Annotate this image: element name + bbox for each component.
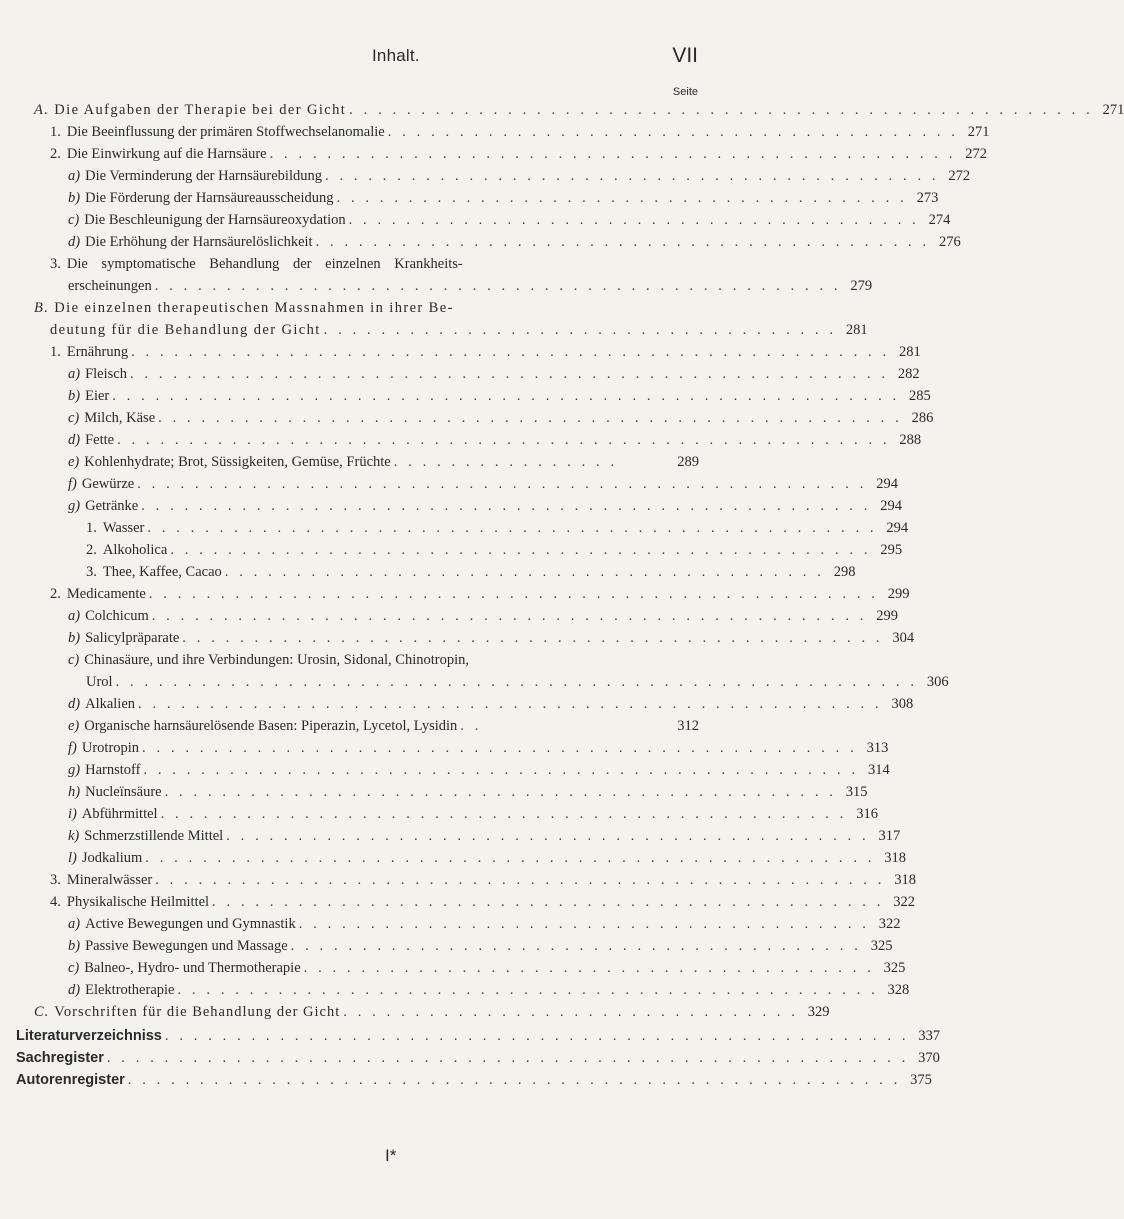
toc-entry-continuation[interactable] — [50, 319, 868, 341]
entry-page-number: 279 — [850, 278, 873, 294]
entry-page-number: 274 — [928, 212, 951, 228]
entry-page-number: 285 — [909, 388, 931, 404]
entry-title: Organische harnsäurelösende Basen: Piperazin, Lycetol, Lysidin — [84, 718, 458, 734]
entry-page-number: 299 — [887, 586, 910, 602]
entry-page-number: 294 — [876, 476, 898, 492]
entry-title: Passive Bewegungen und Massage — [85, 938, 288, 954]
leader-dots: . . . . . . . . . . . . . . . . . . . . . . . . . . . . . . . . . . . . . . . . . . . . . . . . — [154, 278, 842, 294]
entry-page-number: 272 — [948, 168, 971, 184]
toc-entry[interactable] — [68, 407, 934, 429]
toc-entry[interactable] — [68, 363, 920, 385]
leader-dots: . . . . . . . . . . . . . . . . . . . . . . . . . . . . . . . . . . . . . . . . . . . . . . . . . . . . — [158, 410, 903, 426]
toc-entry[interactable] — [68, 649, 699, 671]
running-head-page-number: VII — [672, 44, 698, 67]
entry-letter: a) — [68, 916, 81, 932]
leader-dots: . . . . . . . . . . . . . . . . . . . . . . . . . . . . . . . . . . . . . . . . . . . . . . . . — [269, 146, 956, 162]
entry-number: 1. — [50, 124, 61, 140]
entry-letter: b) — [68, 190, 81, 206]
entry-title: Elektrotherapie — [85, 982, 175, 998]
entry-page-number: 281 — [845, 322, 868, 338]
leader-dots: . . . . . . . . . . . . . . . . — [393, 454, 618, 470]
entry-title: Getränke — [85, 498, 139, 514]
toc-entry-sachregister[interactable] — [16, 1047, 940, 1069]
entry-letter: a) — [68, 168, 81, 184]
entry-page-number: 282 — [897, 366, 920, 382]
toc-entry[interactable] — [68, 781, 868, 803]
entry-page-number: 317 — [878, 828, 901, 844]
toc-entry-section-b[interactable] — [34, 297, 699, 319]
entry-page-number: 313 — [866, 740, 889, 756]
entry-letter: c) — [68, 960, 80, 976]
entry-page-number: 322 — [893, 894, 915, 910]
toc-entry[interactable] — [68, 715, 699, 737]
entry-title: Harnstoff — [85, 762, 141, 778]
signature-mark: I* — [385, 1146, 397, 1165]
entry-page-number: 298 — [833, 564, 856, 580]
entry-letter: c) — [68, 410, 80, 426]
leader-dots: . . . . . . . . . . . . . . . . . . . . . . . . . . . . . . . . . . . . . . . . . . . . . . . . . . — [142, 740, 858, 756]
entry-page-number: 294 — [886, 520, 909, 536]
leader-dots: . . . . . . . . . . . . . . . . . . . . . . . . . . . . . . . . . . . . . . . . — [298, 916, 870, 932]
entry-page-number: 288 — [899, 432, 922, 448]
entry-page-number: 318 — [894, 872, 916, 888]
entry-letter: d) — [68, 696, 81, 712]
entry-letter: g) — [68, 498, 81, 514]
toc-entry[interactable] — [68, 979, 910, 1001]
toc-entry[interactable] — [68, 935, 893, 957]
entry-page-number: 276 — [938, 234, 961, 250]
entry-title: Medicamente — [66, 586, 146, 602]
entry-title: Nucleïnsäure — [85, 784, 162, 800]
toc-entry[interactable] — [68, 913, 901, 935]
entry-title: Abführmittel — [81, 806, 158, 822]
toc-entry[interactable] — [86, 561, 856, 583]
entry-title: Die Aufgaben der Therapie bei der Gicht — [54, 102, 347, 118]
leader-dots: . . . . . . . . . . . . . . . . . . . . . . . . . . . . . . . . . . . . . . . . . . . . . . . . . . . . . . — [117, 432, 891, 448]
entry-title-continuation: erscheinungen — [68, 278, 152, 294]
toc-entry[interactable] — [50, 143, 987, 165]
entry-title-continuation: Urol — [86, 674, 113, 690]
entry-number: 3. — [86, 564, 97, 580]
leader-dots: . . . . . . . . . . . . . . . . . . . . . . . . . . . . . . . . . . . . . . . . . . . . . . . . . . . . . . — [127, 1072, 901, 1088]
entry-number: 3. — [50, 256, 61, 272]
entry-letter: a) — [68, 366, 81, 382]
entry-page-number: 370 — [918, 1050, 940, 1066]
entry-page-number: 312 — [677, 718, 699, 734]
entry-title: Colchicum — [85, 608, 149, 624]
entry-title: Chinasäure, und ihre Verbindungen: Urosin, Sidonal, Chinotropin, — [84, 652, 470, 668]
entry-page-number: 271 — [1102, 102, 1124, 118]
entry-number: 2. — [50, 586, 61, 602]
leader-dots: . . . . . . . . . . . . . . . . . . . . . . . . . . . . . . . . . . . . . . . . . . . . . . . . . . — [151, 608, 868, 624]
leader-dots: . . . . . . . . . . . . . . . . . . . . . . . . . . . . . . . . . . . . . . . . . . . . . . . — [164, 784, 837, 800]
toc-entry[interactable] — [68, 737, 889, 759]
entry-letter: e) — [68, 718, 80, 734]
entry-page-number: 329 — [807, 1004, 830, 1020]
toc-entry[interactable] — [68, 847, 907, 869]
entry-number: 1. — [86, 520, 97, 536]
toc-entry[interactable] — [68, 803, 878, 825]
toc-entry[interactable] — [68, 209, 951, 231]
entry-page-number: 308 — [891, 696, 914, 712]
entry-letter: f) — [68, 740, 77, 756]
page-column-heading: Seite — [672, 86, 698, 98]
toc-entry[interactable] — [68, 495, 902, 517]
entry-page-number: 271 — [967, 124, 990, 140]
toc-entry[interactable] — [86, 517, 909, 539]
leader-dots: . . . . . . . . . . . . . . . . . . . . . . . . . . . . . . . . . . . . . . . . . . — [224, 564, 825, 580]
toc-entry[interactable] — [68, 473, 898, 495]
toc-entry[interactable] — [68, 759, 890, 781]
entry-title: Die Verminderung der Harnsäurebildung — [85, 168, 322, 184]
leader-dots: . . . . . . . . . . . . . . . . . . . . . . . . . . . . . . . . . . . . . . . . . . . . . . . . . . . . . . . . — [106, 1050, 909, 1066]
entry-letter: g) — [68, 762, 81, 778]
entry-title: Balneo-, Hydro- und Thermotherapie — [84, 960, 301, 976]
entry-title: Literaturverzeichniss — [16, 1028, 162, 1044]
entry-letter: e) — [68, 454, 80, 470]
entry-number: 3. — [50, 872, 61, 888]
toc-entry-autorenregister[interactable] — [16, 1069, 932, 1091]
entry-page-number: 281 — [898, 344, 921, 360]
leader-dots: . . . . . . . . . . . . . . . . . . . . . . . . . . . . . . . . . . . . . . . . — [290, 938, 862, 954]
entry-letter: k) — [68, 828, 80, 844]
entry-letter: a) — [68, 608, 81, 624]
entry-letter: A. — [34, 102, 50, 118]
entry-page-number: 315 — [845, 784, 868, 800]
entry-title: Gewürze — [81, 476, 135, 492]
entry-page-number: 289 — [677, 454, 699, 470]
entry-title: Eier — [85, 388, 110, 404]
running-head-title: Inhalt. — [372, 46, 420, 65]
toc-entry[interactable] — [68, 605, 899, 627]
leader-dots: . . . . . . . . . . . . . . . . . . . . . . . . . . . . . . . . . . . . . . . . . . . . . . . . . . . — [148, 586, 879, 602]
leader-dots: . . . . . . . . . . . . . . . . . . . . . . . . . . . . . . . . . . . . . . . . — [303, 960, 875, 976]
leader-dots: . . . . . . . . . . . . . . . . . . . . . . . . . . . . . . . . . . . . . . . . . . . . . . . — [212, 894, 884, 910]
toc-entry-section-a[interactable] — [34, 99, 1124, 121]
entry-page-number: 318 — [884, 850, 907, 866]
entry-page-number: 322 — [878, 916, 901, 932]
entry-title: Vorschriften für die Behandlung der Gicht — [54, 1004, 341, 1020]
leader-dots: . . . . . . . . . . . . . . . . . . . . . . . . . . . . . . . . . . . . . . . . . . . — [315, 234, 930, 250]
entry-page-number: 306 — [926, 674, 949, 690]
toc-entry-continuation[interactable] — [86, 671, 949, 693]
entry-title: Active Bewegungen und Gymnastik — [85, 916, 296, 932]
entry-title: Autorenregister — [16, 1072, 125, 1088]
entry-letter: f) — [68, 476, 77, 492]
leader-dots: . . . . . . . . . . . . . . . . . . . . . . . . . . . . . . . . . . . . . . . . — [348, 212, 920, 228]
entry-title: Physikalische Heilmittel — [66, 894, 210, 910]
running-head — [0, 44, 800, 70]
entry-page-number: 337 — [918, 1028, 941, 1044]
entry-page-number: 272 — [965, 146, 987, 162]
leader-dots: . . . . . . . . . . . . . . . . . . . . . . . . . . . . . . . . . . . . . . . . . . . . . . . . . — [182, 630, 884, 646]
toc-entry[interactable] — [50, 583, 910, 605]
entry-letter: b) — [68, 630, 81, 646]
entry-page-number: 375 — [910, 1072, 932, 1088]
toc-entry[interactable] — [68, 231, 961, 253]
leader-dots: . . . . . . . . . . . . . . . . . . . . . . . . . . . . . . . . . . . . . . . . . . . . . . . . . . . — [147, 520, 878, 536]
entry-number: 2. — [86, 542, 97, 558]
leader-dots: . . . . . . . . . . . . . . . . . . . . . . . . . . . . . . . . . . . . . . . . . . . . . . . . . . . . . . . — [112, 388, 900, 404]
entry-page-number: 316 — [856, 806, 878, 822]
entry-letter: b) — [68, 388, 81, 404]
toc-entry[interactable] — [68, 693, 914, 715]
entry-letter: d) — [68, 982, 81, 998]
leader-dots: . . . . . . . . . . . . . . . . . . . . . . . . . . . . . . . . . . . . . . . . . . . . . . . . . . . . — [138, 696, 883, 712]
leader-dots: . . . . . . . . . . . . . . . . . . . . . . . . . . . . . . . . . . . . . . . . . . . . . . . . . . . — [145, 850, 876, 866]
entry-title: Alkoholica — [102, 542, 168, 558]
leader-dots: . . . . . . . . . . . . . . . . . . . . . . . . . . . . . . . . . . . . . . . . . . . . . . . . . . . . . — [131, 344, 890, 360]
toc-entry[interactable] — [68, 429, 922, 451]
leader-dots: . . . . . . . . . . . . . . . . . . . . . . . . . . . . . . . . . . . . — [323, 322, 837, 338]
leader-dots: . . . . . . . . . . . . . . . . . . . . . . . . . . . . . . . . . . . . . . . . . . . — [325, 168, 940, 184]
leader-dots: . . . . . . . . . . . . . . . . . . . . . . . . . . . . . . . . . . . . . . . . . . . . . . . . . . . . — [349, 102, 1094, 118]
toc-entry-continuation[interactable] — [68, 275, 873, 297]
entry-title: Alkalien — [85, 696, 136, 712]
entry-title: Ernährung — [66, 344, 129, 360]
entry-page-number: 299 — [876, 608, 899, 624]
leader-dots: . . . . . . . . . . . . . . . . . . . . . . . . . . . . . . . . . . . . . . . . — [336, 190, 908, 206]
entry-title: Fette — [85, 432, 115, 448]
entry-page-number: 304 — [892, 630, 915, 646]
entry-title: Wasser — [102, 520, 145, 536]
toc-entry[interactable] — [68, 385, 931, 407]
entry-title-continuation: deutung für die Behandlung der Gicht — [50, 322, 321, 338]
toc-entry[interactable] — [50, 253, 699, 275]
leader-dots: . . . . . . . . . . . . . . . . . . . . . . . . . . . . . . . . . . . . . . . . . . . . . . . . . . — [143, 762, 859, 778]
leader-dots: . . . . . . . . . . . . . . . . . . . . . . . . . . . . . . . . . . . . . . . . — [387, 124, 959, 140]
leader-dots: . . . . . . . . . . . . . . . . . . . . . . . . . . . . . . . . — [343, 1004, 799, 1020]
entry-page-number: 314 — [867, 762, 890, 778]
entry-title: Schmerzstillende Mittel — [84, 828, 224, 844]
leader-dots: . . . . . . . . . . . . . . . . . . . . . . . . . . . . . . . . . . . . . . . . . . . . . . . . . — [170, 542, 872, 558]
entry-number: 2. — [50, 146, 61, 162]
toc-entry[interactable] — [50, 341, 921, 363]
entry-letter: i) — [68, 806, 77, 822]
leader-dots: . . . . . . . . . . . . . . . . . . . . . . . . . . . . . . . . . . . . . . . . . . . . . . . . . . . — [137, 476, 867, 492]
toc-entry-literaturverzeichniss[interactable] — [16, 1025, 941, 1047]
entry-page-number: 273 — [916, 190, 939, 206]
entry-title: Die Einwirkung auf die Harnsäure — [66, 146, 267, 162]
toc-entry[interactable] — [68, 165, 971, 187]
entry-page-number: 328 — [887, 982, 910, 998]
toc-entry[interactable] — [68, 627, 915, 649]
entry-number: 4. — [50, 894, 61, 910]
entry-page-number: 325 — [883, 960, 906, 976]
entry-title: Kohlenhydrate; Brot, Süssigkeiten, Gemüse, Früchte — [84, 454, 391, 470]
toc-entry[interactable] — [68, 187, 939, 209]
entry-letter: C. — [34, 1004, 50, 1020]
leader-dots: . . . . . . . . . . . . . . . . . . . . . . . . . . . . . . . . . . . . . . . . . . . . . . . . . . . . — [164, 1028, 910, 1044]
leader-dots: . . . . . . . . . . . . . . . . . . . . . . . . . . . . . . . . . . . . . . . . . . . . . . . . . — [177, 982, 879, 998]
leader-dots: . . . . . . . . . . . . . . . . . . . . . . . . . . . . . . . . . . . . . . . . . . . . . . . . . . . . . . . . — [115, 674, 918, 690]
entry-title: Fleisch — [85, 366, 127, 382]
leader-dots: . . — [460, 718, 482, 734]
toc-entry[interactable] — [86, 539, 903, 561]
toc-entry[interactable] — [68, 451, 699, 473]
toc-entry[interactable] — [68, 957, 906, 979]
entry-title: Urotropin — [81, 740, 140, 756]
entry-page-number: 295 — [880, 542, 903, 558]
entry-title: Die Beschleunigung der Harnsäureoxydation — [84, 212, 346, 228]
entry-number: 1. — [50, 344, 61, 360]
entry-page-number: 286 — [911, 410, 934, 426]
entry-title: Mineralwässer — [66, 872, 153, 888]
toc-entry[interactable] — [50, 121, 990, 143]
leader-dots: . . . . . . . . . . . . . . . . . . . . . . . . . . . . . . . . . . . . . . . . . . . . . . . . — [160, 806, 847, 822]
entry-letter: h) — [68, 784, 81, 800]
entry-title: Salicylpräparate — [85, 630, 180, 646]
entry-letter: d) — [68, 234, 81, 250]
entry-page-number: 325 — [870, 938, 893, 954]
entry-title: Die einzelnen therapeutischen Massnahmen in ihrer Be- — [54, 300, 454, 316]
toc-entry-section-c[interactable] — [34, 1001, 830, 1023]
entry-title: Sachregister — [16, 1050, 104, 1066]
entry-page-number: 294 — [880, 498, 902, 514]
entry-letter: c) — [68, 212, 80, 228]
entry-title: Jodkalium — [81, 850, 143, 866]
entry-title: Milch, Käse — [84, 410, 156, 426]
entry-title: Die symptomatische Behandlung der einzelnen Krankheits- — [66, 256, 463, 272]
entry-letter: l) — [68, 850, 77, 866]
leader-dots: . . . . . . . . . . . . . . . . . . . . . . . . . . . . . . . . . . . . . . . . . . . . . — [226, 828, 870, 844]
toc-entry[interactable] — [68, 825, 901, 847]
leader-dots: . . . . . . . . . . . . . . . . . . . . . . . . . . . . . . . . . . . . . . . . . . . . . . . . . . . . . — [129, 366, 889, 382]
entry-title: Die Förderung der Harnsäureausscheidung — [85, 190, 334, 206]
entry-title: Die Erhöhung der Harnsäurelöslichkeit — [85, 234, 313, 250]
entry-title: Die Beeinflussung der primären Stoffwechselanomalie — [66, 124, 385, 140]
entry-title: Thee, Kaffee, Cacao — [102, 564, 222, 580]
toc-entry[interactable] — [50, 891, 915, 913]
entry-letter: B. — [34, 300, 50, 316]
entry-letter: b) — [68, 938, 81, 954]
entry-letter: d) — [68, 432, 81, 448]
entry-letter: c) — [68, 652, 80, 668]
toc-entry[interactable] — [50, 869, 916, 891]
leader-dots: . . . . . . . . . . . . . . . . . . . . . . . . . . . . . . . . . . . . . . . . . . . . . . . . . . . — [155, 872, 885, 888]
leader-dots: . . . . . . . . . . . . . . . . . . . . . . . . . . . . . . . . . . . . . . . . . . . . . . . . . . . — [141, 498, 871, 514]
